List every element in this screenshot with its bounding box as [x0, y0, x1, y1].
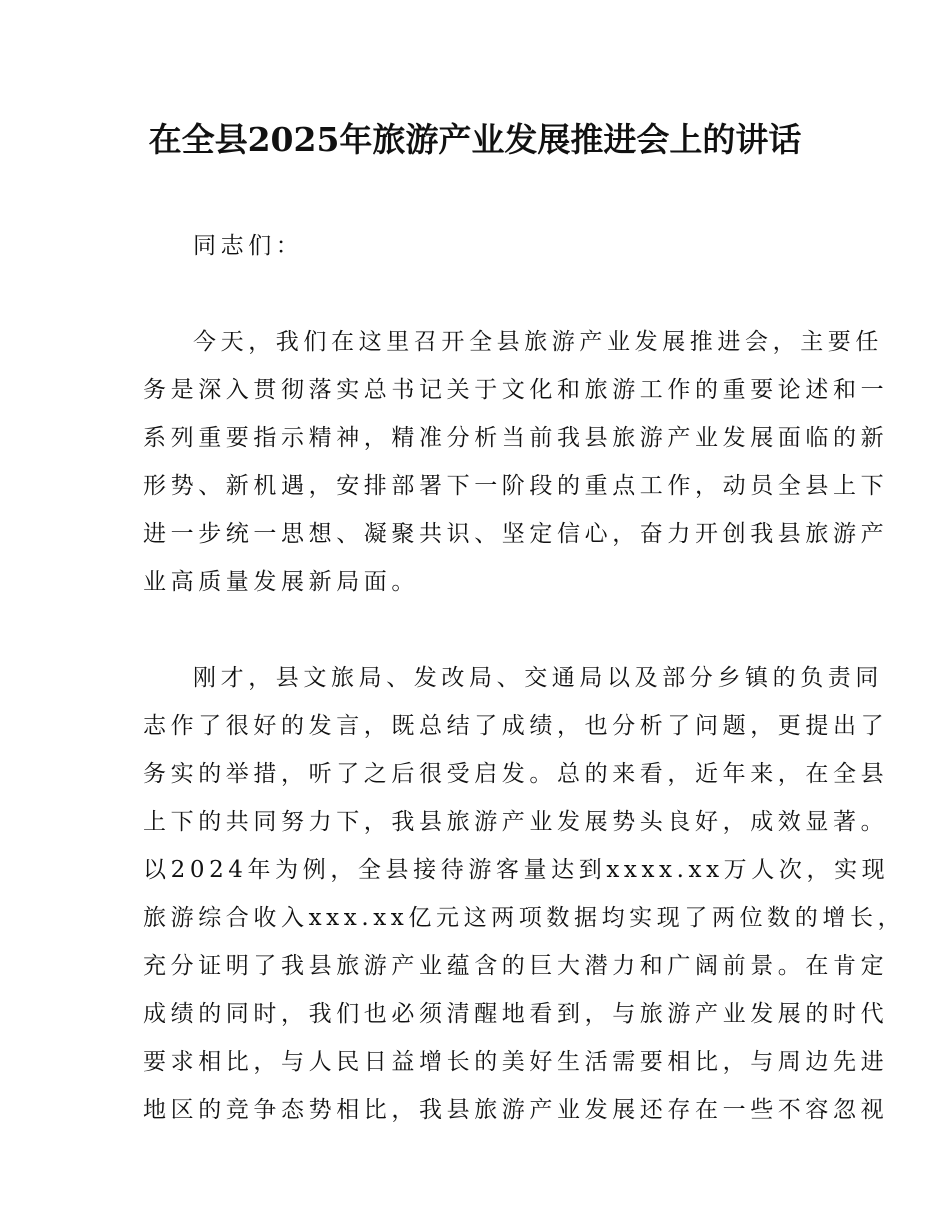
paragraph-line: 旅游综合收入xxx.xx亿元这两项数据均实现了两位数的增长，: [143, 905, 906, 931]
paragraph-1: [143, 318, 889, 606]
paragraph-line: 地区的竞争态势相比，我县旅游产业发展还存在一些不容忽视: [143, 1097, 889, 1123]
paragraph-line: 志作了很好的发言，既总结了成绩，也分析了问题，更提出了: [143, 713, 889, 739]
paragraph-line: 充分证明了我县旅游产业蕴含的巨大潜力和广阔前景。在肯定: [143, 953, 889, 979]
paragraph-line: 业高质量发展新局面。: [143, 569, 419, 595]
paragraph-line: 系列重要指示精神，精准分析当前我县旅游产业发展面临的新: [143, 425, 889, 451]
paragraph-line: 要求相比，与人民日益增长的美好生活需要相比，与周边先进: [143, 1049, 889, 1075]
paragraph-line: 成绩的同时，我们也必须清醒地看到，与旅游产业发展的时代: [143, 1001, 889, 1027]
paragraph-line: 刚才，县文旅局、发改局、交通局以及部分乡镇的负责同: [193, 665, 883, 691]
paragraph-spacer: [143, 606, 813, 654]
paragraph-line: 以2024年为例，全县接待游客量达到xxxx.xx万人次，实现: [143, 857, 890, 883]
salutation: 同志们：: [193, 233, 304, 259]
paragraph-line: 今天，我们在这里召开全县旅游产业发展推进会，主要任: [193, 329, 883, 355]
paragraph-line: 务实的举措，听了之后很受启发。总的来看，近年来，在全县: [143, 761, 889, 787]
paragraph-line: 形势、新机遇，安排部署下一阶段的重点工作，动员全县上下: [143, 473, 889, 499]
document-body: [143, 222, 906, 1134]
paragraph-line: 进一步统一思想、凝聚共识、坚定信心，奋力开创我县旅游产: [143, 521, 889, 547]
paragraph-2: [143, 654, 906, 1134]
paragraph-line: 务是深入贯彻落实总书记关于文化和旅游工作的重要论述和一: [143, 377, 889, 403]
paragraph-spacer: [143, 270, 813, 318]
document-title: 在全县2025年旅游产业发展推进会上的讲话: [148, 120, 802, 159]
paragraph-line: 上下的共同努力下，我县旅游产业发展势头良好，成效显著。: [143, 809, 889, 835]
